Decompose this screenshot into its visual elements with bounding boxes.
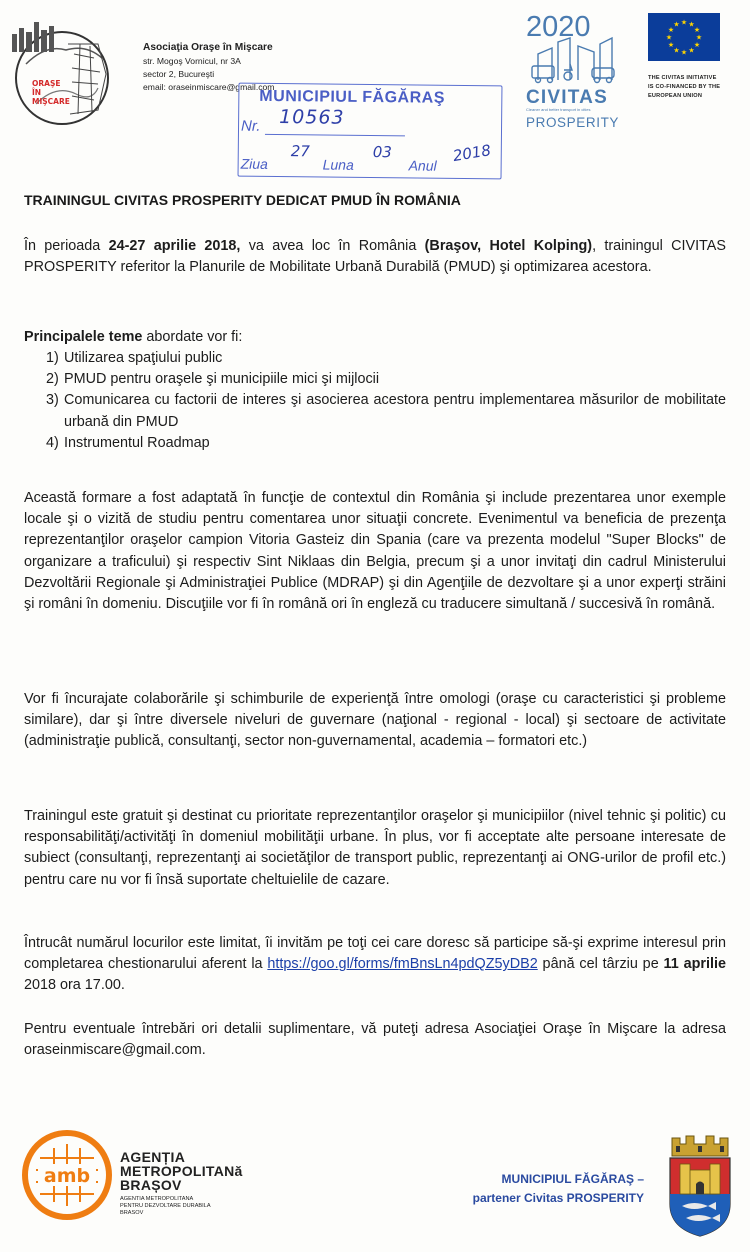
partner-line: MUNICIPIUL FĂGĂRAŞ – — [501, 1172, 644, 1186]
amb-title-line: BRAȘOV — [120, 1177, 182, 1193]
sender-org-name: Asociaţia Oraşe în Mişcare — [143, 42, 273, 53]
eu-star-icon: ★ — [693, 42, 701, 49]
eu-star-icon: ★ — [667, 42, 675, 49]
amb-sub-line: AGENTIA METROPOLITANA — [120, 1196, 194, 1202]
svg-text:ORAŞE: ORAŞE — [32, 79, 61, 88]
intro-paragraph: În perioada 24-27 aprilie 2018, va avea loc în România (Braşov, Hotel Kolping), trainingul CIVITAS PROSPERITY referitor la Planurile de Mobilitate Urbană Durabilă (PMUD) şi optimizarea acestora. — [24, 238, 726, 276]
questionnaire-link[interactable]: https://goo.gl/forms/fmBnsLn4pdQZ5yDB2 — [267, 956, 538, 973]
orase-in-miscare-logo — [6, 14, 114, 130]
eu-star-icon: ★ — [680, 49, 688, 57]
themes-list — [46, 348, 726, 454]
fagaras-coat-of-arms-icon — [664, 1132, 736, 1238]
amb-agency-name — [120, 1150, 260, 1217]
civitas-year: 2020 — [526, 11, 591, 43]
amb-title-line: AGENȚIA — [120, 1149, 186, 1165]
amb-sub-line: PENTRU DEZVOLTARE DURABILA — [120, 1203, 211, 1209]
civitas-tagline: Cleaner and better transport in cities — [526, 107, 591, 112]
contact-paragraph: Pentru eventuale întrebări ori detalii suplimentare, vă puteţi adresa Asociaţiei Oraşe în Mişcare la adresa oraseinmiscare@gmail.com. — [24, 1021, 726, 1059]
partner-line: partener Civitas PROSPERITY — [472, 1191, 644, 1205]
adaptation-paragraph: Această formare a fost adaptată în funcţie de contextul din România şi include prezentarea unor exemple locale şi o vizită de studiu pentru comentarea unor situaţii concrete. Evenimentul va beneficia de prezenţa reprezentanţilor oraşelor campion Vitoria Gasteiz din Spania (care va prezenta modelul "Super Blocks" de organizare a traficului) şi respectiv Sint Niklaas din Belgia, precum şi a unor invitaţi din cadrul Ministerului Dezvoltării Regionale şi Administraţiei Publice (MDRAP) şi din Agenţiile de dezvoltare şi a unor experţi străini şi români în domeniu. Discuţiile vor fi în română ori în engleză cu traducere simultană / succesivă în română. — [24, 490, 726, 613]
collaboration-paragraph: Vor fi încurajate colaborările şi schimburile de experienţă între omologi (oraşe cu caracteristici şi probleme similare), dar şi între diversele niveluri de guvernare (naţional - regional - local) şi sectoare de activitate (administraţie publică, consultanţi, sector non-guvernamental, academia – formatori etc.) — [24, 691, 726, 750]
list-item: 4) Instrumentul Roadmap — [46, 434, 210, 451]
eu-star-icon: ★ — [673, 47, 680, 55]
stamp-luna-value: 03 — [372, 143, 392, 162]
sender-street: str. Mogoş Vornicul, nr 3A — [143, 56, 241, 66]
civitas-brand: CIVITAS — [526, 87, 608, 108]
svg-text:ÎN: ÎN — [32, 88, 42, 97]
deadline-date: 11 aprilie — [663, 956, 726, 973]
eu-text-line: THE CIVITAS INITIATIVE — [648, 75, 717, 81]
eu-text-line: EUROPEAN UNION — [648, 93, 703, 99]
amb-logo — [22, 1130, 112, 1220]
free-training-paragraph: Trainingul este gratuit şi destinat cu prioritate reprezentanţilor oraşelor şi municipiilor (nivel tehnic şi politic) cu responsabilităţi/activităţi în domeniul mobilităţii urbane. În plus, vor fi acceptate alte persoane interesate de subiect (consultanţi, reprezentanţi ai societăţilor de transport public, reprezentanţi ai ONG-urilor de profil etc.) pentru care nu vor fi însă suportate cheltuielile de cazare. — [24, 808, 726, 888]
document-title: TRAININGUL CIVITAS PROSPERITY DEDICAT PMUD ÎN ROMÂNIA — [24, 192, 461, 208]
stamp-anul-label: Anul — [408, 157, 437, 174]
civitas-prosperity-logo — [524, 8, 624, 132]
eu-star-icon: ★ — [693, 27, 701, 34]
themes-heading: Principalele teme abordate vor fi: — [24, 329, 243, 345]
amb-title-line: METROPOLITANă — [120, 1163, 243, 1179]
training-dates: 24-27 aprilie 2018, — [108, 238, 241, 254]
eu-star-icon: ★ — [695, 34, 703, 42]
stamp-ziua-value: 27 — [290, 142, 310, 161]
eu-star-icon: ★ — [680, 19, 688, 27]
stamp-anul-value: 2018 — [451, 141, 493, 166]
registration-stamp — [238, 83, 503, 180]
stamp-ziua-label: Ziua — [240, 155, 268, 172]
amb-sub-line: BRASOV — [120, 1210, 144, 1216]
partner-statement — [440, 1170, 644, 1208]
eu-cofinanced-text — [648, 74, 748, 101]
civitas-project: PROSPERITY — [526, 115, 620, 130]
stamp-title: MUNICIPIUL FĂGĂRAŞ — [259, 87, 446, 107]
sender-sector: sector 2, Bucureşti — [143, 69, 215, 79]
amb-badge-text: amb — [43, 1165, 91, 1187]
eu-star-icon: ★ — [688, 21, 695, 29]
stamp-nr-label: Nr. — [240, 117, 261, 135]
training-location: (Braşov, Hotel Kolping) — [424, 238, 593, 254]
eu-star-icon: ★ — [667, 27, 675, 34]
sender-email: email: oraseinmiscare@gmail.com — [143, 82, 275, 92]
eu-star-icon: ★ — [688, 47, 695, 55]
eu-flag-icon — [648, 13, 720, 61]
svg-text:MIŞCARE: MIŞCARE — [32, 97, 70, 106]
stamp-luna-label: Luna — [322, 156, 354, 173]
eu-star-icon: ★ — [673, 21, 680, 29]
eu-text-line: IS CO-FINANCED BY THE — [648, 84, 721, 90]
list-item: 1) Utilizarea spaţiului public — [46, 350, 223, 366]
list-item: 2) PMUD pentru oraşele şi municipiile mici şi mijlocii — [46, 371, 380, 388]
stamp-nr-value: 10563 — [279, 106, 345, 129]
limited-places-paragraph: Întrucât numărul locurilor este limitat, îi invităm pe toţi cei care doresc să participe să-şi exprime interesul prin completarea chestionarului aferent la https://goo.gl/forms/fmBnsLn4pdQZ5yDB2 până cel târziu pe 11 aprilie 2018 ora 17.00. — [24, 935, 726, 994]
list-item: 3) Comunicarea cu factorii de interes şi asocierea acestora pentru implementarea măsurilor de mobilitate urbană din PMUD — [46, 392, 726, 430]
eu-star-icon: ★ — [665, 34, 673, 42]
